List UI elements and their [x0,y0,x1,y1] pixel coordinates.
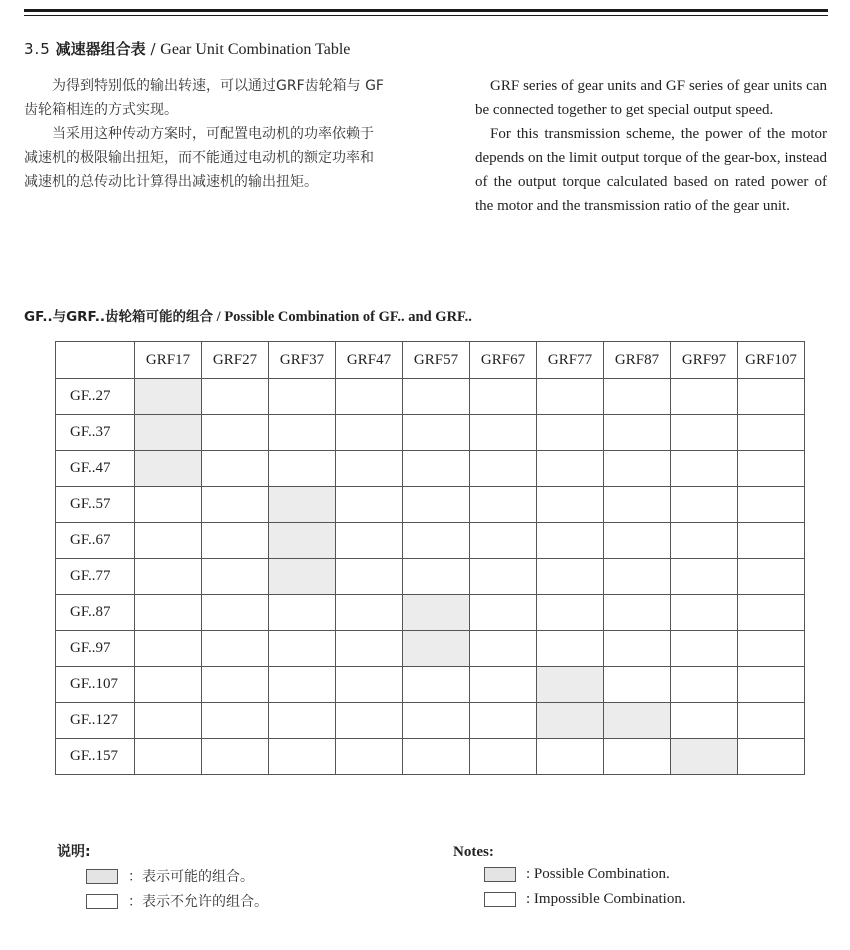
combination-cell-impossible [403,451,470,487]
combination-cell-impossible [202,595,269,631]
combination-cell-impossible [336,631,403,667]
combination-cell-impossible [738,595,805,631]
table-body [56,379,805,775]
intro-en-paragraph-2: For this transmission scheme, the power of the motor depends on the limit output torque of the gear-box, instead of the output torque calculated based on rated power of the motor and the transmission ratio of the gear unit. [475,126,827,214]
column-header: GRF17 [135,342,202,379]
intro-cn-paragraph-1: 为得到特别低的输出转速，可以通过GRF齿轮箱与 GF 齿轮箱相连的方式实现。 [24,78,384,118]
combination-cell-impossible [135,703,202,739]
combination-cell-impossible [738,631,805,667]
combination-cell-impossible [470,559,537,595]
combination-cell-impossible [470,595,537,631]
combination-cell-possible [403,595,470,631]
combination-cell-impossible [671,487,738,523]
table-row [56,523,805,559]
notes-cn-title: 说明: [57,844,91,860]
table-caption-en: Possible Combination of GF.. and GRF.. [224,309,472,325]
combination-cell-impossible [470,631,537,667]
combination-cell-impossible [738,415,805,451]
note-cn-possible [86,866,254,886]
combination-cell-impossible [135,559,202,595]
section-title-cn: 减速器组合表 [55,40,146,58]
combination-cell-impossible [604,739,671,775]
note-cn-impossible [86,891,268,911]
combination-cell-impossible [202,487,269,523]
combination-cell-impossible [135,739,202,775]
column-header: GRF27 [202,342,269,379]
combination-cell-impossible [604,451,671,487]
combination-cell-impossible [202,523,269,559]
table-row [56,739,805,775]
combination-cell-impossible [604,379,671,415]
notes-en-title: Notes: [453,844,494,860]
combination-cell-impossible [604,559,671,595]
combination-cell-impossible [336,559,403,595]
column-header: GRF87 [604,342,671,379]
combination-cell-impossible [135,523,202,559]
column-header: GRF97 [671,342,738,379]
combination-cell-impossible [604,595,671,631]
combination-cell-impossible [403,703,470,739]
combination-cell-impossible [202,415,269,451]
combination-cell-impossible [671,703,738,739]
combination-cell-impossible [604,487,671,523]
combination-cell-impossible [470,487,537,523]
combination-cell-impossible [336,451,403,487]
combination-cell-impossible [671,379,738,415]
table-row [56,667,805,703]
note-en-impossible-text: : Impossible Combination. [526,891,686,907]
combination-cell-impossible [604,631,671,667]
combination-cell-impossible [537,415,604,451]
combination-cell-possible [537,703,604,739]
column-header: GRF67 [470,342,537,379]
combination-cell-impossible [269,595,336,631]
combination-cell-impossible [336,703,403,739]
row-header: GF..107 [56,667,135,703]
combination-cell-impossible [671,523,738,559]
row-header: GF..47 [56,451,135,487]
table-row [56,703,805,739]
combination-cell-possible [269,559,336,595]
combination-cell-impossible [671,667,738,703]
column-header: GRF37 [269,342,336,379]
combination-cell-possible [671,739,738,775]
table-row [56,595,805,631]
combination-cell-impossible [671,415,738,451]
combination-cell-impossible [403,415,470,451]
combination-cell-possible [537,667,604,703]
combination-cell-impossible [403,559,470,595]
note-en-possible [484,866,670,883]
row-header: GF..87 [56,595,135,631]
combination-table [55,341,805,775]
section-title-en: Gear Unit Combination Table [160,41,351,58]
row-header: GF..97 [56,631,135,667]
combination-cell-impossible [202,451,269,487]
combination-cell-impossible [135,487,202,523]
table-header-row [56,342,805,379]
combination-cell-impossible [738,451,805,487]
row-header: GF..127 [56,703,135,739]
section-title-separator: / [150,40,156,58]
combination-cell-impossible [537,595,604,631]
combination-cell-impossible [537,739,604,775]
combination-cell-impossible [135,667,202,703]
combination-cell-impossible [403,739,470,775]
combination-cell-impossible [738,739,805,775]
section-title [24,38,350,59]
row-header: GF..157 [56,739,135,775]
combination-cell-possible [135,451,202,487]
impossible-swatch [484,892,516,907]
combination-cell-impossible [269,739,336,775]
combination-cell-impossible [738,379,805,415]
table-row [56,415,805,451]
combination-cell-impossible [671,559,738,595]
combination-cell-impossible [336,415,403,451]
combination-cell-impossible [537,559,604,595]
combination-cell-impossible [269,631,336,667]
combination-cell-impossible [336,523,403,559]
combination-cell-impossible [202,631,269,667]
combination-cell-possible [269,487,336,523]
combination-cell-impossible [671,451,738,487]
table-row [56,487,805,523]
section-number: 3.5 [24,40,51,58]
note-en-possible-text: : Possible Combination. [526,866,670,882]
combination-cell-impossible [604,415,671,451]
table-row [56,379,805,415]
combination-cell-impossible [604,523,671,559]
combination-cell-impossible [470,739,537,775]
column-header: GRF107 [738,342,805,379]
header-rule-thin [24,15,828,16]
combination-cell-impossible [336,595,403,631]
combination-cell-impossible [470,667,537,703]
combination-cell-impossible [269,451,336,487]
combination-cell-impossible [336,379,403,415]
combination-cell-impossible [269,415,336,451]
combination-cell-impossible [202,379,269,415]
intro-cn-paragraph-2: 当采用这种传动方案时，可配置电动机的功率依赖于减速机的极限输出扭矩，而不能通过电动机的额定功率和减速机的总传动比计算得出减速机的输出扭矩。 [24,126,374,190]
combination-cell-impossible [738,487,805,523]
combination-cell-impossible [202,559,269,595]
combination-cell-impossible [738,703,805,739]
combination-cell-impossible [671,631,738,667]
header-rule-thick [24,9,828,12]
combination-cell-impossible [403,487,470,523]
combination-cell-possible [604,703,671,739]
possible-swatch [484,867,516,882]
row-header: GF..37 [56,415,135,451]
combination-cell-impossible [604,667,671,703]
combination-cell-impossible [336,487,403,523]
combination-cell-impossible [738,523,805,559]
row-header: GF..27 [56,379,135,415]
combination-cell-impossible [671,595,738,631]
combination-cell-impossible [202,739,269,775]
table-corner-cell [56,342,135,379]
table-caption [24,305,472,326]
combination-cell-impossible [403,523,470,559]
combination-cell-impossible [470,415,537,451]
note-en-impossible [484,891,686,908]
intro-en-paragraph-1: GRF series of gear units and GF series of gear units can be connected together to get special output speed. [475,78,827,118]
combination-cell-impossible [470,379,537,415]
note-cn-impossible-text: ：表示不允许的组合。 [128,894,268,910]
row-header: GF..67 [56,523,135,559]
column-header: GRF77 [537,342,604,379]
combination-cell-impossible [202,703,269,739]
combination-cell-impossible [135,631,202,667]
table-row [56,559,805,595]
table-caption-separator: / [216,309,221,325]
row-header: GF..57 [56,487,135,523]
combination-cell-impossible [738,667,805,703]
combination-cell-possible [269,523,336,559]
combination-cell-impossible [269,667,336,703]
combination-cell-impossible [269,379,336,415]
table-row [56,451,805,487]
combination-cell-possible [135,379,202,415]
combination-cell-impossible [470,523,537,559]
table-caption-cn: GF..与GRF..齿轮箱可能的组合 [24,309,214,325]
combination-cell-impossible [336,739,403,775]
combination-cell-impossible [470,451,537,487]
combination-cell-impossible [403,667,470,703]
combination-cell-impossible [537,487,604,523]
intro-cn [24,74,384,194]
combination-cell-impossible [537,523,604,559]
combination-cell-impossible [202,667,269,703]
possible-swatch [86,869,118,884]
column-header: GRF57 [403,342,470,379]
note-cn-possible-text: ：表示可能的组合。 [128,869,254,885]
combination-cell-impossible [537,631,604,667]
combination-cell-impossible [336,667,403,703]
combination-cell-impossible [470,703,537,739]
table-row [56,631,805,667]
combination-cell-impossible [135,595,202,631]
combination-cell-impossible [738,559,805,595]
row-header: GF..77 [56,559,135,595]
intro-en [475,74,827,218]
combination-cell-impossible [537,451,604,487]
combination-cell-possible [135,415,202,451]
combination-cell-impossible [403,379,470,415]
combination-cell-impossible [269,703,336,739]
combination-cell-impossible [537,379,604,415]
impossible-swatch [86,894,118,909]
column-header: GRF47 [336,342,403,379]
combination-cell-possible [403,631,470,667]
